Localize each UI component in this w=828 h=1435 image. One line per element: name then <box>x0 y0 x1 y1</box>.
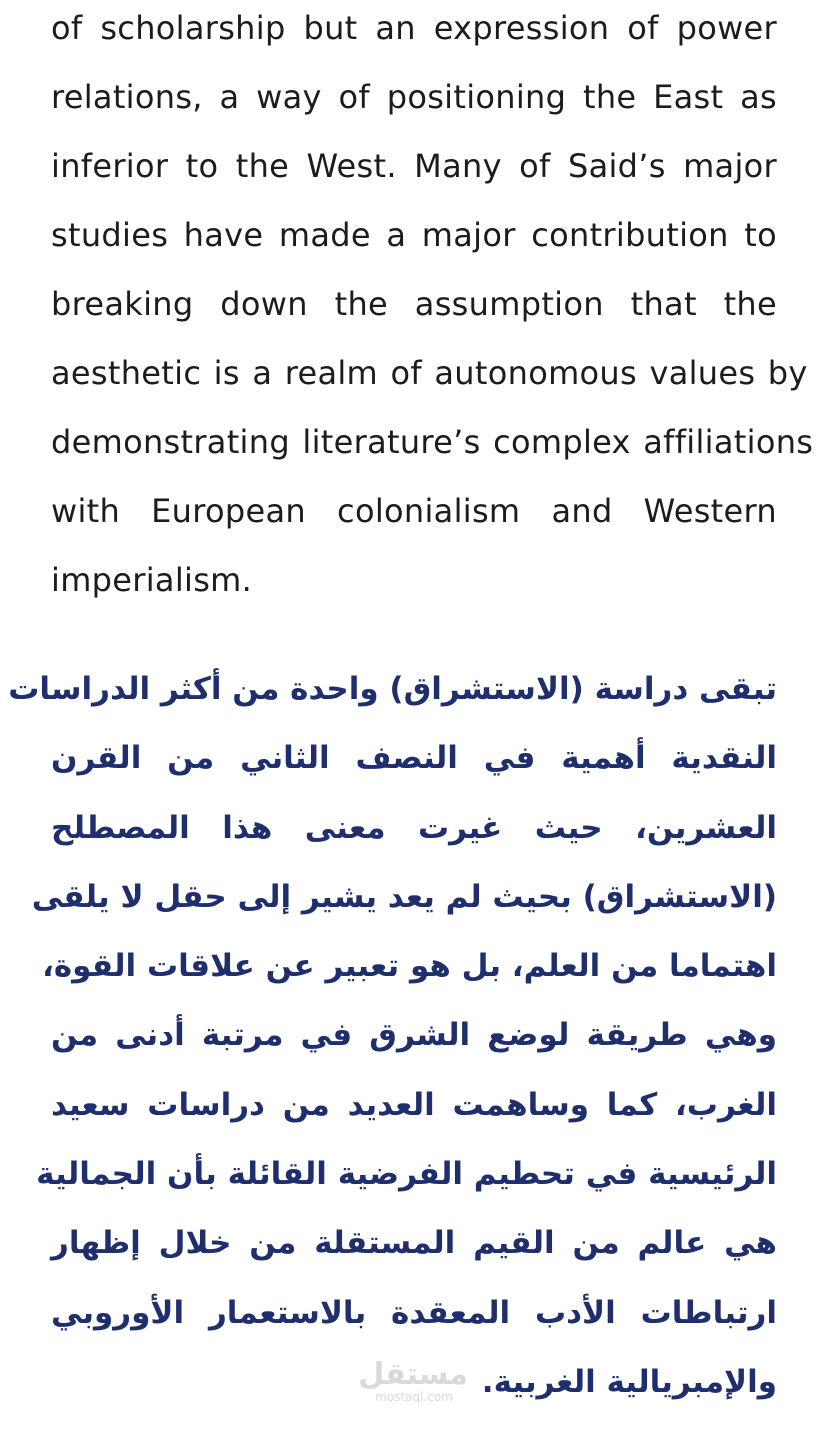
arabic-line: وهي طريقة لوضع الشرق في مرتبة أدنى من <box>51 1017 777 1054</box>
arabic-line: هي عالم من القيم المستقلة من خلال إظهار <box>51 1225 777 1262</box>
english-line: studies have made a major contribution to <box>51 216 777 254</box>
english-line: aesthetic is a realm of autonomous values by <box>51 354 808 392</box>
arabic-line: النقدية أهمية في النصف الثاني من القرن <box>51 740 777 777</box>
arabic-line: الغرب، كما وساهمت العديد من دراسات سعيد <box>51 1086 777 1123</box>
english-line: with European colonialism and Western <box>51 492 777 530</box>
english-line: demonstrating literature’s complex affiliations <box>51 423 814 461</box>
arabic-line: الرئيسية في تحطيم الفرضية القائلة بأن الجمالية <box>36 1156 777 1193</box>
arabic-line: تبقى دراسة (الاستشراق) واحدة من أكثر الدراسات <box>8 671 777 707</box>
arabic-line: (الاستشراق) بحيث لم يعد يشير إلى حقل لا يلقى <box>31 878 777 915</box>
english-line: relations, a way of positioning the East as <box>51 78 777 116</box>
arabic-line: العشرين، حيث غيرت معنى هذا المصطلح <box>51 809 777 846</box>
arabic-paragraph <box>8 655 777 1417</box>
watermark-url: mostaql.com <box>375 1390 453 1404</box>
arabic-line: والإمبريالية الغربية. <box>481 1363 777 1400</box>
english-line: imperialism. <box>51 561 253 599</box>
arabic-line: ارتباطات الأدب المعقدة بالاستعمار الأوروبي <box>51 1294 777 1331</box>
english-paragraph <box>51 0 814 615</box>
watermark-name: مستقل <box>358 1357 468 1392</box>
english-line: breaking down the assumption that the <box>51 285 777 323</box>
english-line: inferior to the West. Many of Said’s major <box>51 147 777 185</box>
arabic-line: اهتماما من العلم، بل هو تعبير عن علاقات القوة، <box>42 948 777 985</box>
english-line: of scholarship but an expression of power <box>51 9 777 47</box>
